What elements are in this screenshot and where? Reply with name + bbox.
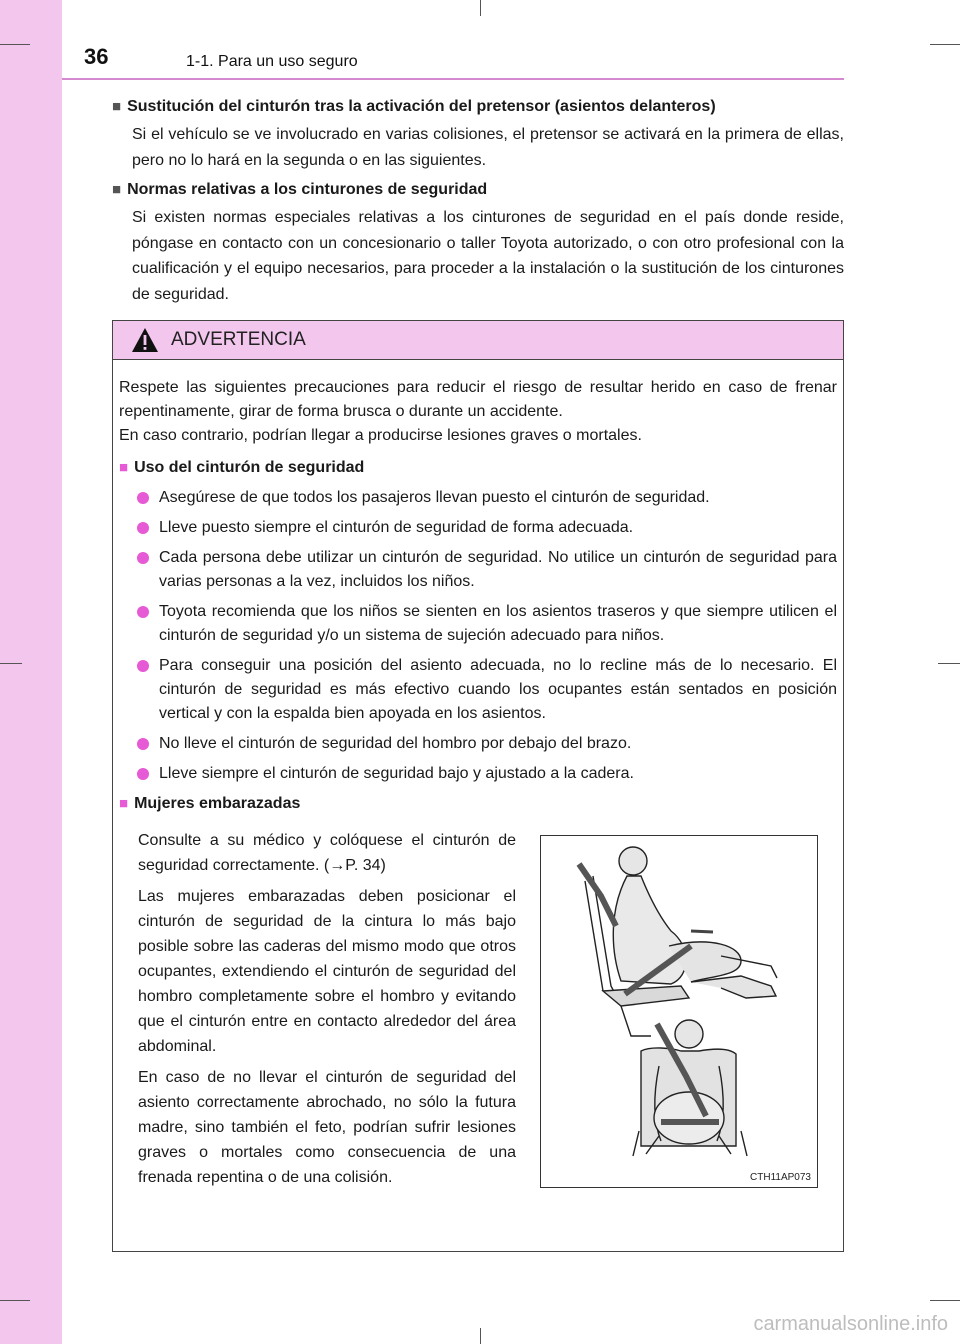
page-number: 36	[84, 44, 109, 69]
section-title: Sustitución del cinturón tras la activación del pretensor (asientos delanteros)	[127, 98, 716, 115]
chapter-title: 1-1. Para un uso seguro	[186, 53, 358, 70]
crop-mark	[480, 1328, 481, 1344]
subsection-heading	[119, 456, 837, 480]
warning-intro	[119, 376, 837, 448]
warning-triangle-icon	[131, 327, 159, 353]
list-item	[119, 600, 837, 648]
crop-mark	[0, 1300, 30, 1301]
list-item-text: Cada persona debe utilizar un cinturón de seguridad. No utilice un cinturón de seguridad para varias personas a la vez, incluidos los niños.	[159, 549, 837, 590]
list-item	[119, 654, 837, 726]
bullet-dot-icon	[137, 738, 149, 750]
pregnancy-paragraph: Consulte a su médico y colóquese el cinturón de seguridad correctamente. (→P. 34)	[138, 832, 516, 874]
warning-header	[113, 321, 843, 360]
warning-intro-line: Respete las siguientes precauciones para reducir el riesgo de resultar herido en caso de frenar repentinamente, girar de forma brusca o durante un accidente.	[119, 379, 837, 420]
figure-code: CTH11AP073	[750, 1172, 811, 1183]
crop-mark	[0, 663, 22, 664]
main-content	[112, 96, 844, 313]
pregnancy-text	[138, 828, 516, 1196]
bullet-dot-icon	[137, 606, 149, 618]
bullet-dot-icon	[137, 492, 149, 504]
subsection-title: Mujeres embarazadas	[134, 795, 301, 812]
crop-mark	[938, 663, 960, 664]
section-heading	[112, 179, 844, 201]
list-item-text: Para conseguir una posición del asiento adecuada, no lo recline más de lo necesario. El cinturón de seguridad es más efectivo cuando los ocupantes están sentados en posición vertical y con la espalda bien apoyada en los asientos.	[159, 657, 837, 722]
list-item-text: Asegúrese de que todos los pasajeros llevan puesto el cinturón de seguridad.	[159, 489, 710, 506]
subsection-heading	[119, 792, 837, 816]
crop-mark	[930, 44, 960, 45]
warning-title: ADVERTENCIA	[171, 329, 306, 350]
list-item-text: Toyota recomienda que los niños se sienten en los asientos traseros y que siempre utilicen el cinturón de seguridad y/o un sistema de sujeción adecuado para niños.	[159, 603, 837, 644]
pregnant-woman-seatbelt-drawing	[541, 836, 817, 1166]
list-item	[119, 732, 837, 756]
bullet-dot-icon	[137, 768, 149, 780]
bullet-dot-icon	[137, 522, 149, 534]
list-item-text: Lleve siempre el cinturón de seguridad bajo y ajustado a la cadera.	[159, 765, 634, 782]
list-item-text: Lleve puesto siempre el cinturón de seguridad de forma adecuada.	[159, 519, 634, 536]
list-item	[119, 546, 837, 594]
list-item-text: No lleve el cinturón de seguridad del hombro por debajo del brazo.	[159, 735, 632, 752]
list-item	[119, 486, 837, 510]
pregnancy-paragraph: En caso de no llevar el cinturón de seguridad del asiento correctamente abrochado, no sólo la futura madre, sino también el feto, podrían sufrir lesiones graves o mortales como consecuencia de una frenada repentina o de una colisión.	[138, 1069, 516, 1186]
section-paragraph: Si el vehículo se ve involucrado en varias colisiones, el pretensor se activará en la primera de ellas, pero no lo hará en la segunda o en las siguientes.	[132, 126, 844, 169]
section-title: Normas relativas a los cinturones de seguridad	[127, 181, 488, 198]
square-bullet-icon: ■	[119, 795, 129, 812]
section-heading	[112, 96, 844, 118]
crop-mark	[0, 44, 30, 45]
bullet-dot-icon	[137, 660, 149, 672]
bullet-dot-icon	[137, 552, 149, 564]
square-bullet-icon: ■	[112, 181, 122, 198]
header-divider	[62, 78, 844, 80]
list-item	[119, 762, 837, 786]
side-color-band	[0, 0, 62, 1344]
watermark: carmanualsonline.info	[753, 1313, 948, 1335]
pregnancy-paragraph: Las mujeres embarazadas deben posicionar el cinturón de seguridad de la cintura lo más bajo posible sobre las caderas del mismo modo que otros ocupantes, extendiendo el cinturón de seguridad del hombro completamente sobre el hombro y evitando que el cinturón entre en contacto alrededor del área abdominal.	[138, 888, 516, 1055]
subsection-title: Uso del cinturón de seguridad	[134, 459, 365, 476]
section-paragraph: Si existen normas especiales relativas a los cinturones de seguridad en el país donde reside, póngase en contacto con un concesionario o taller Toyota autorizado, o con otro profesional con la cualificación y el equipo necesarios, para proceder a la instalación o la sustitución de los cinturones de seguridad.	[132, 209, 844, 303]
warning-body	[113, 360, 843, 816]
seatbelt-illustration	[540, 835, 818, 1188]
list-item	[119, 516, 837, 540]
square-bullet-icon: ■	[112, 98, 122, 115]
square-bullet-icon: ■	[119, 459, 129, 476]
crop-mark	[930, 1300, 960, 1301]
warning-intro-line: En caso contrario, podrían llegar a producirse lesiones graves o mortales.	[119, 427, 642, 444]
crop-mark	[480, 0, 481, 16]
